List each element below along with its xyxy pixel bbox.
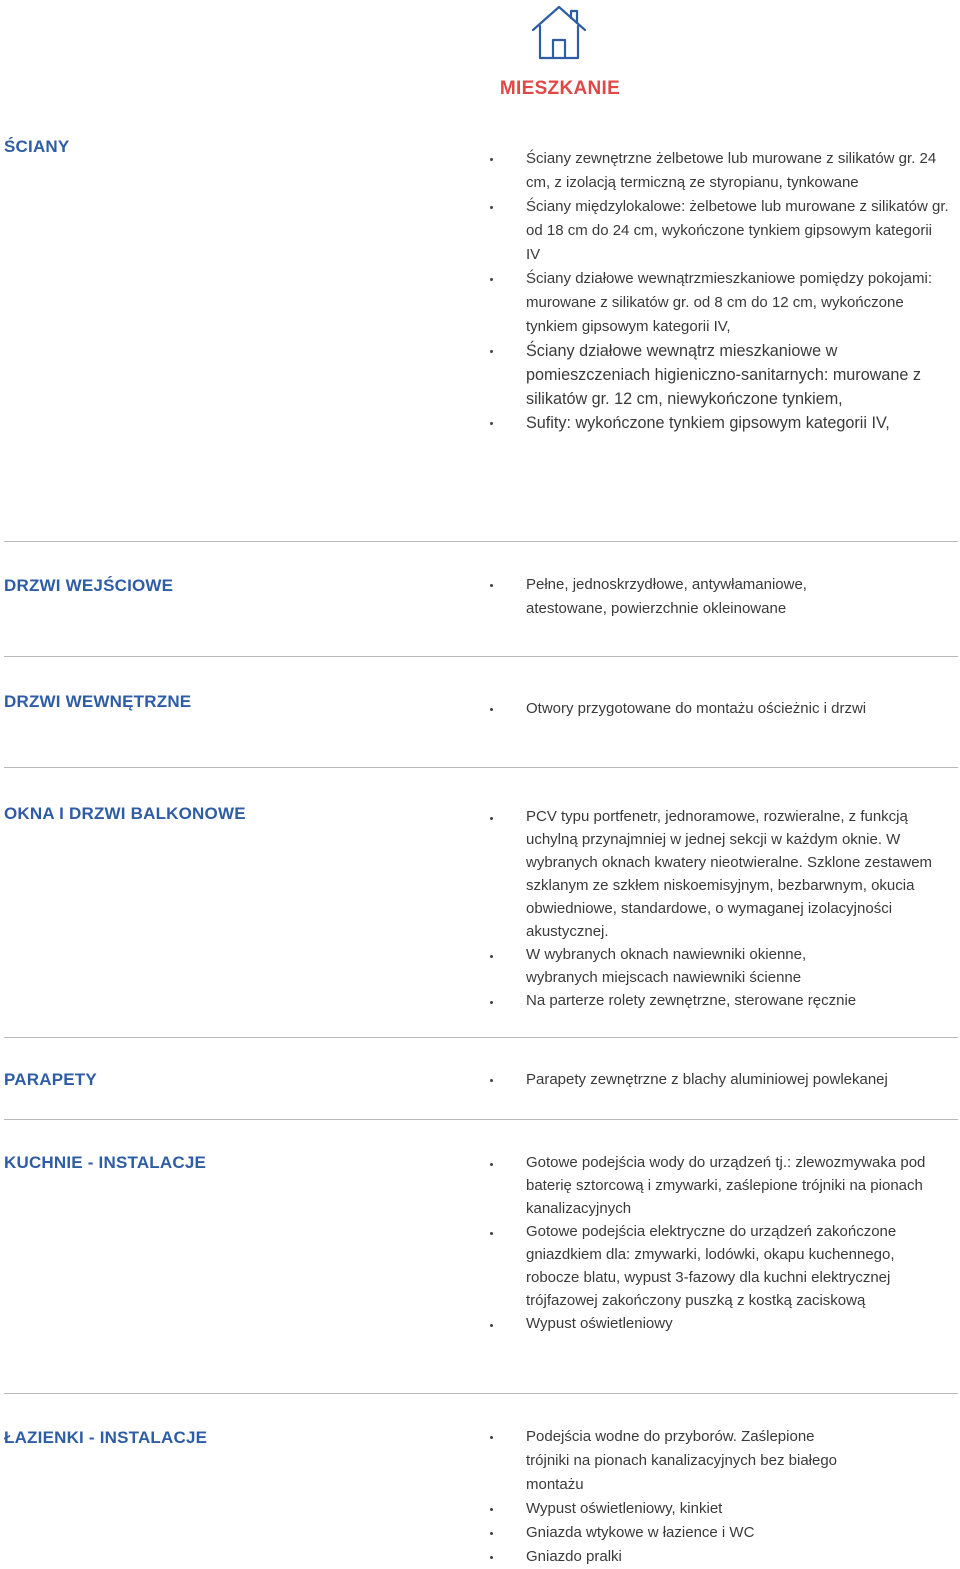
- section-divider: [4, 1119, 958, 1120]
- list-item: Na parterze rolety zewnętrzne, sterowane ręcznie: [490, 989, 950, 1012]
- section-heading-drzwi-wejsciowe: DRZWI WEJŚCIOWE: [4, 576, 174, 595]
- section-divider: [4, 656, 958, 657]
- section-list-lazienki: [490, 1425, 950, 1569]
- list-item: PCV typu portfenetr, jednoramowe, rozwieralne, z funkcją uchylną przynajmniej w jednej sekcji w każdym oknie. W wybranych oknach kwatery nieotwieralne. Szklone zestawem szklanym ze szkłem niskoemisyjnym, bezbarwnym, okucia obwiedniowe, standardowe, o wymaganej izolacyjności akustycznej.: [490, 805, 950, 943]
- house-icon: [529, 2, 589, 62]
- list-item: Wypust oświetleniowy, kinkiet: [490, 1497, 950, 1521]
- section-list-drzwi-wewnetrzne: [490, 697, 950, 721]
- section-list-okna: [490, 805, 950, 1012]
- list-item: Gotowe podejścia elektryczne do urządzeń zakończone gniazdkiem dla: zmywarki, lodówki, okapu kuchennego, robocze blatu, wypust 3-fazowy dla kuchni elektrycznej trójfazowej zakończony puszką z kostką zaciskową: [490, 1220, 950, 1312]
- list-item: Ściany działowe wewnątrzmieszkaniowe pomiędzy pokojami: murowane z silikatów gr. od 8 cm do 12 cm, wykończone tynkiem gipsowym kategorii IV,: [490, 267, 950, 339]
- section-list-kuchnie: [490, 1151, 950, 1335]
- section-heading-lazienki: ŁAZIENKI - INSTALACJE: [4, 1428, 208, 1447]
- list-item: Podejścia wodne do przyborów. Zaślepione trójniki na pionach kanalizacyjnych bez białego montażu: [490, 1425, 846, 1497]
- section-divider: [4, 767, 958, 768]
- section-heading-drzwi-wewnetrzne: DRZWI WEWNĘTRZNE: [4, 692, 192, 711]
- list-item: Ściany zewnętrzne żelbetowe lub murowane z silikatów gr. 24 cm, z izolacją termiczną ze styropianu, tynkowane: [490, 147, 950, 195]
- section-divider: [4, 541, 958, 542]
- list-item: Gotowe podejścia wody do urządzeń tj.: zlewozmywaka pod baterię sztorcową i zmywarki, zaślepione trójniki na pionach kanalizacyjnych: [490, 1151, 950, 1220]
- list-item: Otwory przygotowane do montażu ościeżnic i drzwi: [490, 697, 950, 721]
- section-divider: [4, 1037, 958, 1038]
- list-item: W wybranych oknach nawiewniki okienne, wybranych miejscach nawiewniki ścienne: [490, 943, 826, 989]
- list-item: Parapety zewnętrzne z blachy aluminiowej powlekanej: [490, 1068, 950, 1092]
- section-heading-kuchnie: KUCHNIE - INSTALACJE: [4, 1153, 207, 1172]
- list-item: Gniazda wtykowe w łazience i WC: [490, 1521, 950, 1545]
- page-title: MIESZKANIE: [499, 78, 621, 99]
- list-item: Pełne, jednoskrzydłowe, antywłamaniowe, atestowane, powierzchnie okleinowane: [490, 573, 826, 621]
- section-list-sciany: [490, 147, 950, 435]
- list-item: Gniazdo pralki: [490, 1545, 950, 1569]
- section-list-parapety: [490, 1068, 950, 1092]
- list-item: Ściany działowe wewnątrz mieszkaniowe w pomieszczeniach higieniczno-sanitarnych: murowane z silikatów gr. 12 cm, niewykończone tynkiem,: [490, 339, 950, 411]
- list-item: Sufity: wykończone tynkiem gipsowym kategorii IV,: [490, 411, 950, 435]
- section-heading-okna: OKNA I DRZWI BALKONOWE: [4, 804, 246, 823]
- section-heading-sciany: ŚCIANY: [4, 137, 70, 156]
- section-divider: [4, 1393, 958, 1394]
- list-item: Ściany międzylokalowe: żelbetowe lub murowane z silikatów gr. od 18 cm do 24 cm, wykończone tynkiem gipsowym kategorii IV: [490, 195, 950, 267]
- section-heading-parapety: PARAPETY: [4, 1070, 97, 1089]
- list-item: Wypust oświetleniowy: [490, 1312, 950, 1335]
- section-list-drzwi-wejsciowe: [490, 573, 950, 621]
